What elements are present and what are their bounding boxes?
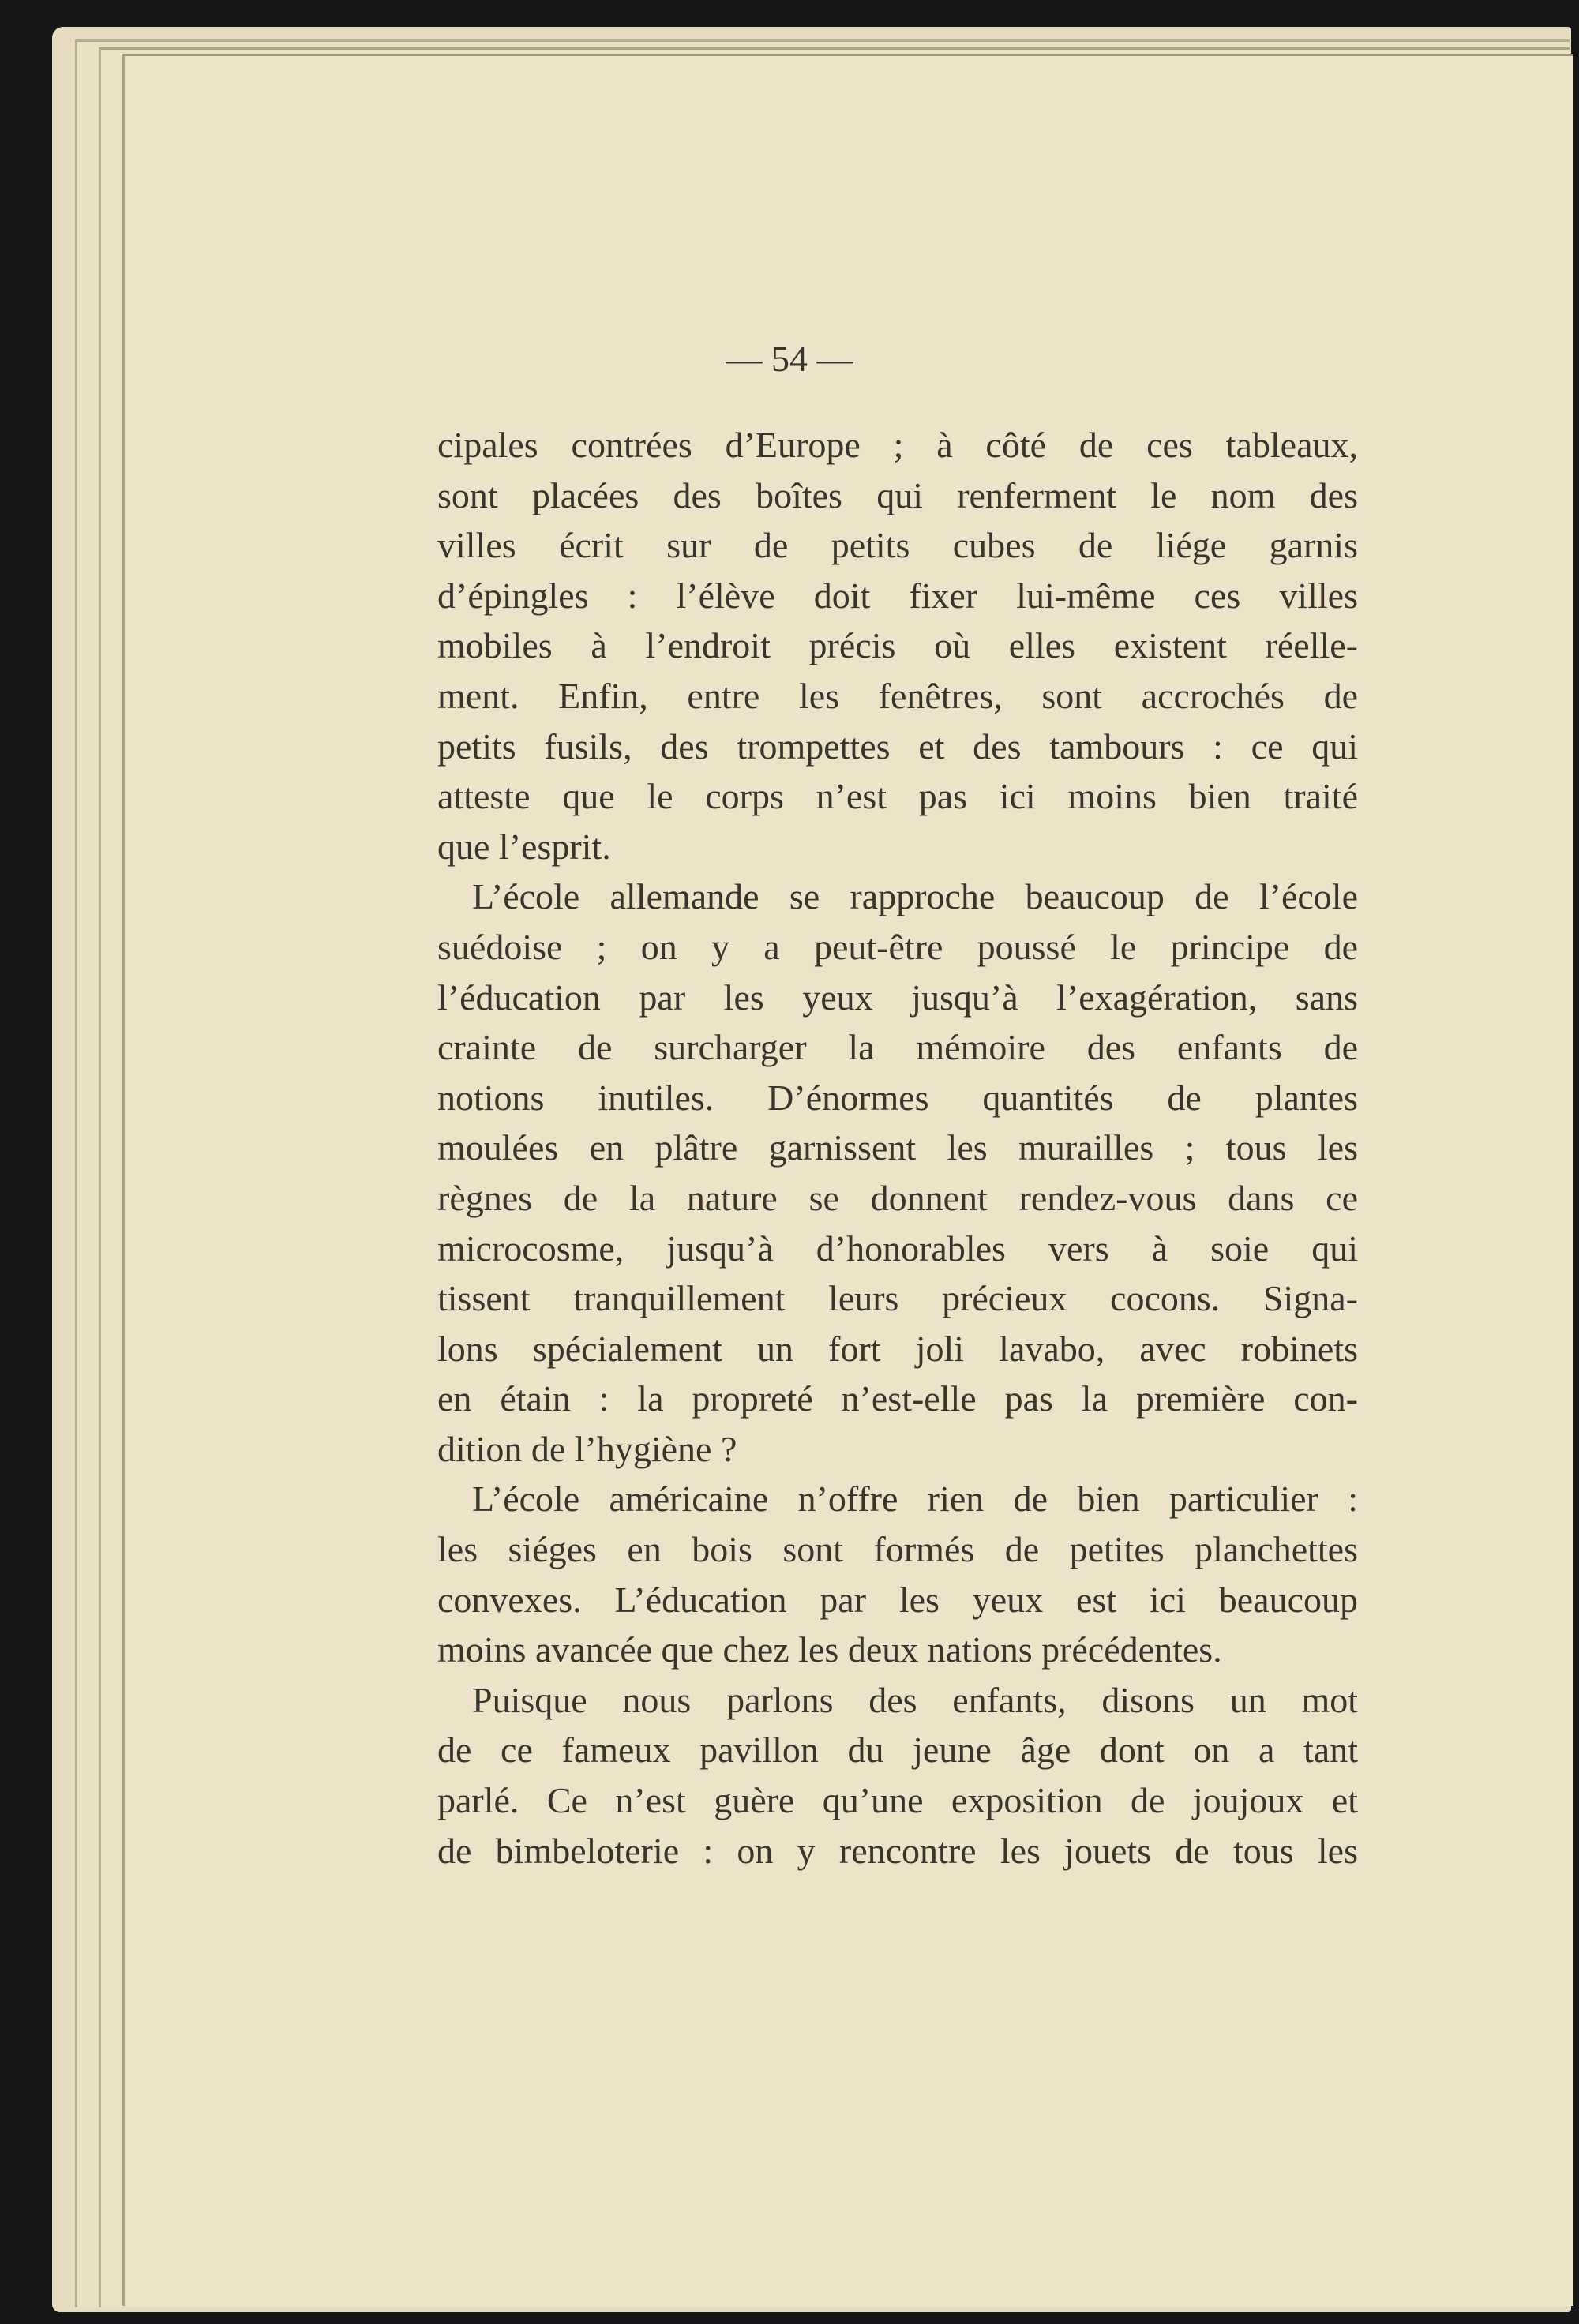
- text-line: règnes de la nature se donnent rendez-vous dans ce: [437, 1177, 1358, 1218]
- text-line: Puisque nous parlons des enfants, disons un mot: [472, 1679, 1358, 1720]
- body-text: [437, 420, 1358, 1876]
- text-line: les siéges en bois sont formés de petites planchettes: [437, 1529, 1358, 1570]
- text-line: l’éducation par les yeux jusqu’à l’exagération, sans: [437, 976, 1358, 1018]
- text-line: d’épingles : l’élève doit fixer lui-même ces villes: [437, 575, 1358, 616]
- text-line: mobiles à l’endroit précis où elles existent réelle-: [437, 625, 1358, 666]
- text-line: crainte de surcharger la mémoire des enfants de: [437, 1027, 1358, 1068]
- text-line: moins avancée que chez les deux nations précédentes.: [437, 1629, 1222, 1670]
- text-line: tissent tranquillement leurs précieux cocons. Signa-: [437, 1278, 1358, 1319]
- text-line: villes écrit sur de petits cubes de liége garnis: [437, 525, 1358, 566]
- text-line: petits fusils, des trompettes et des tambours : ce qui: [437, 725, 1358, 767]
- text-line: parlé. Ce n’est guère qu’une exposition de joujoux et: [437, 1780, 1358, 1821]
- text-line: cipales contrées d’Europe ; à côté de ces tableaux,: [437, 425, 1358, 465]
- text-line: lons spécialement un fort joli lavabo, avec robinets: [437, 1328, 1358, 1369]
- text-line: suédoise ; on y a peut-être poussé le principe de: [437, 926, 1358, 967]
- text-line: ment. Enfin, entre les fenêtres, sont accrochés de: [437, 675, 1358, 716]
- text-line: microcosme, jusqu’à d’honorables vers à soie qui: [437, 1228, 1358, 1269]
- text-line: L’école américaine n’offre rien de bien particulier :: [472, 1479, 1358, 1520]
- text-line: de bimbeloterie : on y rencontre les jouets de tous les: [437, 1830, 1358, 1871]
- text-line: de ce fameux pavillon du jeune âge dont on a tant: [437, 1730, 1358, 1771]
- page-number: — 54 —: [726, 339, 853, 379]
- text-line: que l’esprit.: [437, 826, 611, 867]
- text-line: convexes. L’éducation par les yeux est ici beaucoup: [437, 1579, 1358, 1620]
- text-line: moulées en plâtre garnissent les murailles ; tous les: [437, 1127, 1358, 1168]
- text-line: atteste que le corps n’est pas ici moins bien traité: [437, 776, 1358, 817]
- text-line: L’école allemande se rapproche beaucoup de l’école: [472, 876, 1358, 917]
- text-line: sont placées des boîtes qui renferment le nom des: [437, 474, 1358, 515]
- text-line: dition de l’hygiène ?: [437, 1428, 737, 1469]
- text-line: notions inutiles. D’énormes quantités de plantes: [437, 1077, 1358, 1118]
- text-line: en étain : la propreté n’est-elle pas la première con-: [437, 1378, 1358, 1419]
